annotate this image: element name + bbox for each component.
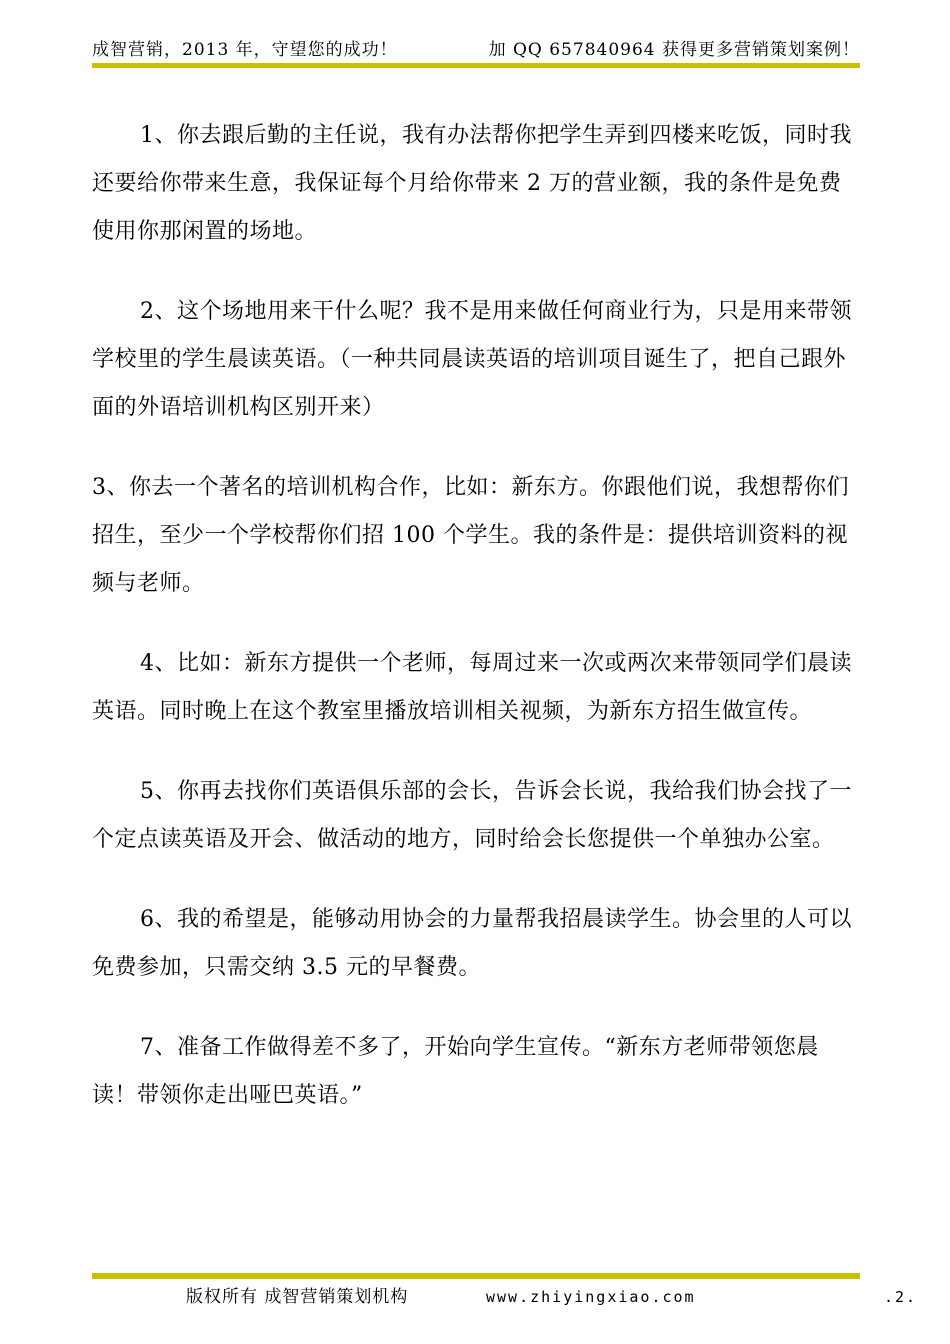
header-slogan: 成智营销，2013 年，守望您的成功！ xyxy=(92,40,398,60)
document-body xyxy=(92,112,860,1152)
page-number: .2. xyxy=(884,1288,918,1306)
header-divider xyxy=(92,63,860,68)
paragraph-5: 5、你再去找你们英语俱乐部的会长，告诉会长说，我给我们协会找了一个定点读英语及开会、做活动的地方，同时给会长您提供一个单独办公室。 xyxy=(92,779,852,852)
footer-divider xyxy=(92,1273,860,1279)
paragraph-4: 4、比如：新东方提供一个老师，每周过来一次或两次来带领同学们晨读英语。同时晚上在这个教室里播放培训相关视频，为新东方招生做宣传。 xyxy=(92,651,852,724)
footer-website-link[interactable]: www.zhiyingxiao.com xyxy=(486,1288,696,1306)
footer-copyright: 版权所有 成智营销策划机构 xyxy=(186,1287,409,1307)
paragraph-1: 1、你去跟后勤的主任说，我有办法帮你把学生弄到四楼来吃饭，同时我还要给你带来生意，我保证每个月给你带来 2 万的营业额，我的条件是免费使用你那闲置的场地。 xyxy=(92,123,852,244)
paragraph-7: 7、准备工作做得差不多了，开始向学生宣传。“新东方老师带领您晨读！带领你走出哑巴英语。” xyxy=(92,1035,819,1108)
paragraph-2: 2、这个场地用来干什么呢？我不是用来做任何商业行为，只是用来带领学校里的学生晨读英语。（一种共同晨读英语的培训项目诞生了，把自己跟外面的外语培训机构区别开来） xyxy=(92,299,852,420)
page-header xyxy=(92,38,860,62)
paragraph-3: 3、你去一个著名的培训机构合作，比如：新东方。你跟他们说，我想帮你们招生，至少一个学校帮你们招 100 个学生。我的条件是：提供培训资料的视频与老师。 xyxy=(92,475,849,596)
page-footer xyxy=(0,1284,950,1310)
paragraph-6: 6、我的希望是，能够动用协会的力量帮我招晨读学生。协会里的人可以免费参加，只需交纳 3.5 元的早餐费。 xyxy=(92,907,852,980)
header-contact: 加 QQ 657840964 获得更多营销策划案例！ xyxy=(488,40,860,60)
